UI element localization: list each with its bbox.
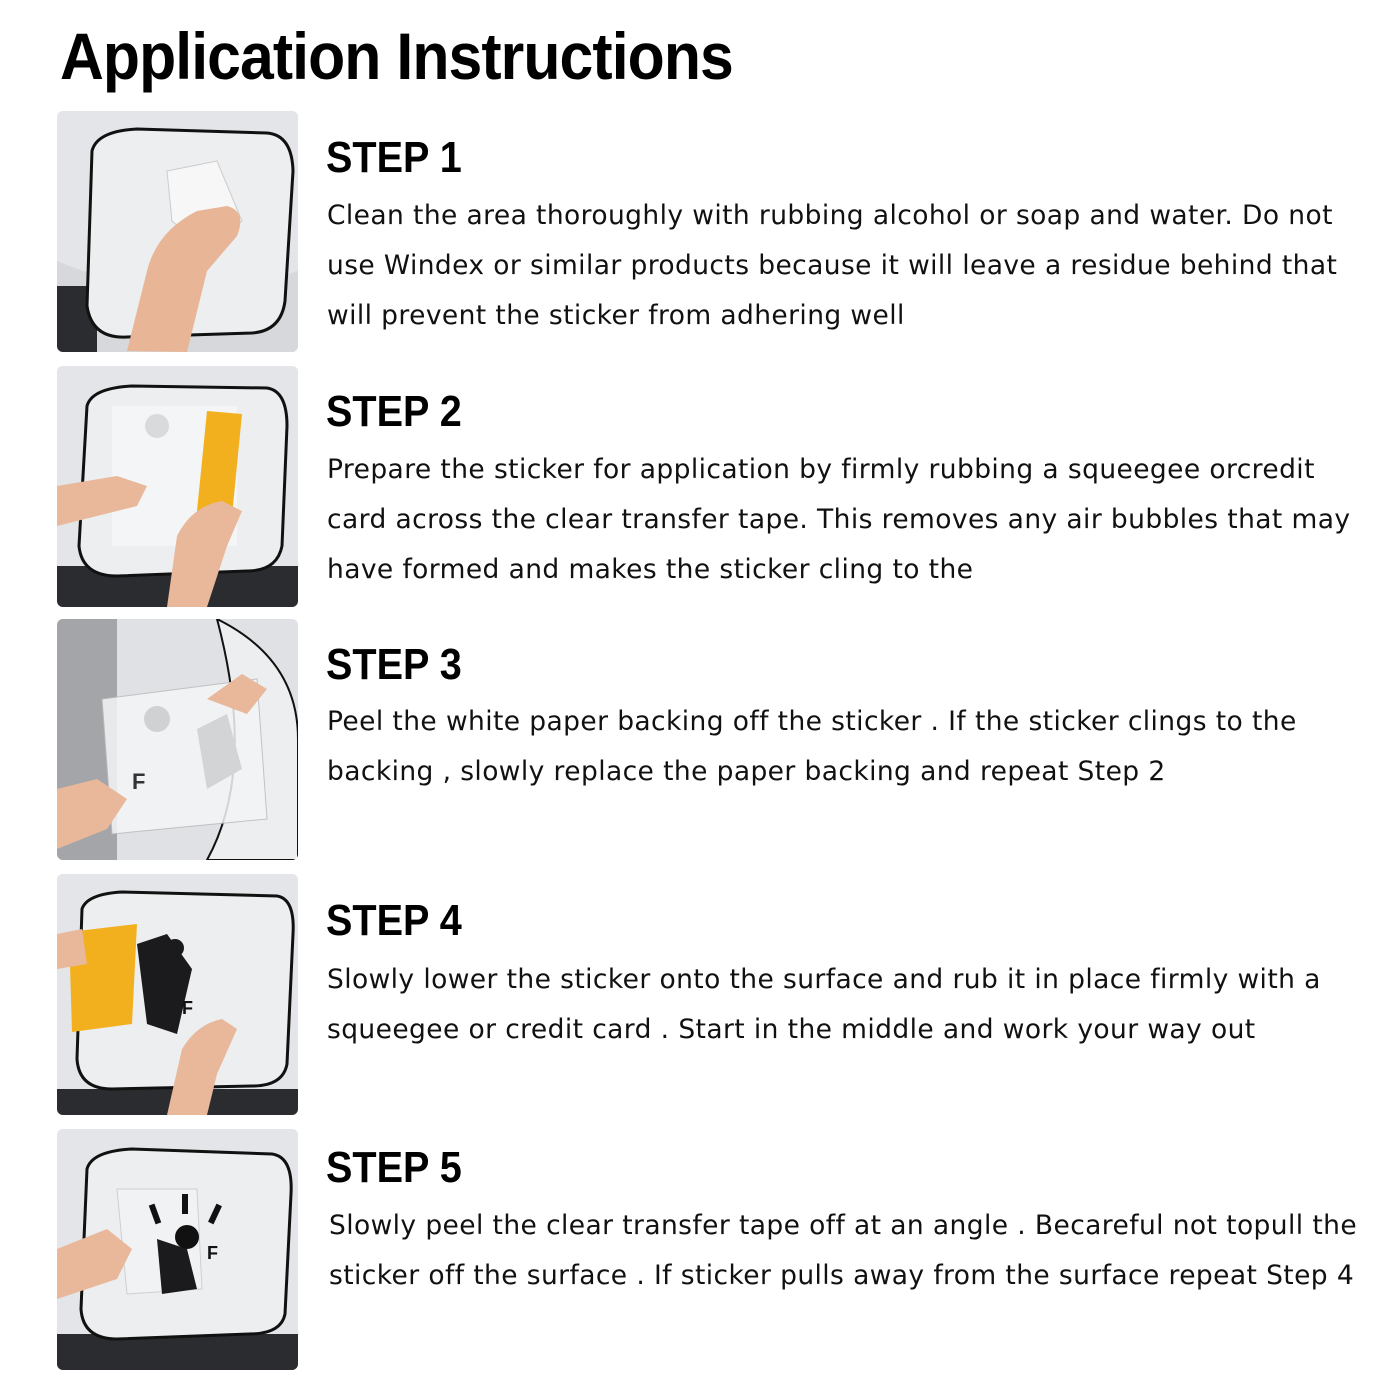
- step-5-photo: [57, 1129, 298, 1370]
- svg-text:F: F: [207, 1243, 218, 1263]
- step-5-heading: STEP 5: [326, 1143, 462, 1192]
- page-title: Application Instructions: [60, 19, 733, 93]
- step-3-photo: [57, 619, 298, 860]
- svg-text:F: F: [132, 769, 146, 794]
- step-4-body: Slowly lower the sticker onto the surface and rub it in place firmly with a squeegee or credit card . Start in the middle and work your way out: [327, 964, 1321, 1045]
- step-2-body: Prepare the sticker for application by firmly rubbing a squeegee orcredit card across the clear transfer tape. This removes any air bubbles that may have formed and makes the sticker cling to the: [327, 454, 1351, 585]
- step-3-heading: STEP 3: [326, 640, 462, 689]
- svg-text:F: F: [182, 998, 193, 1018]
- step-2-photo: [57, 366, 298, 607]
- step-5-body: Slowly peel the clear transfer tape off at an angle . Becareful not topull the sticker off the surface . If sticker pulls away from the surface repeat Step 4: [329, 1210, 1358, 1291]
- step-3-body: Peel the white paper backing off the sticker . If the sticker clings to the backing , slowly replace the paper backing and repeat Step 2: [327, 706, 1297, 787]
- step-1-heading: STEP 1: [326, 133, 462, 182]
- step-1-photo: [57, 111, 298, 352]
- step-4-heading: STEP 4: [326, 896, 462, 945]
- step-1-body: Clean the area thoroughly with rubbing alcohol or soap and water. Do not use Windex or similar products because it will leave a residue behind that will prevent the sticker from adhering well: [327, 200, 1338, 331]
- step-2-heading: STEP 2: [326, 387, 462, 436]
- step-4-photo: [57, 874, 298, 1115]
